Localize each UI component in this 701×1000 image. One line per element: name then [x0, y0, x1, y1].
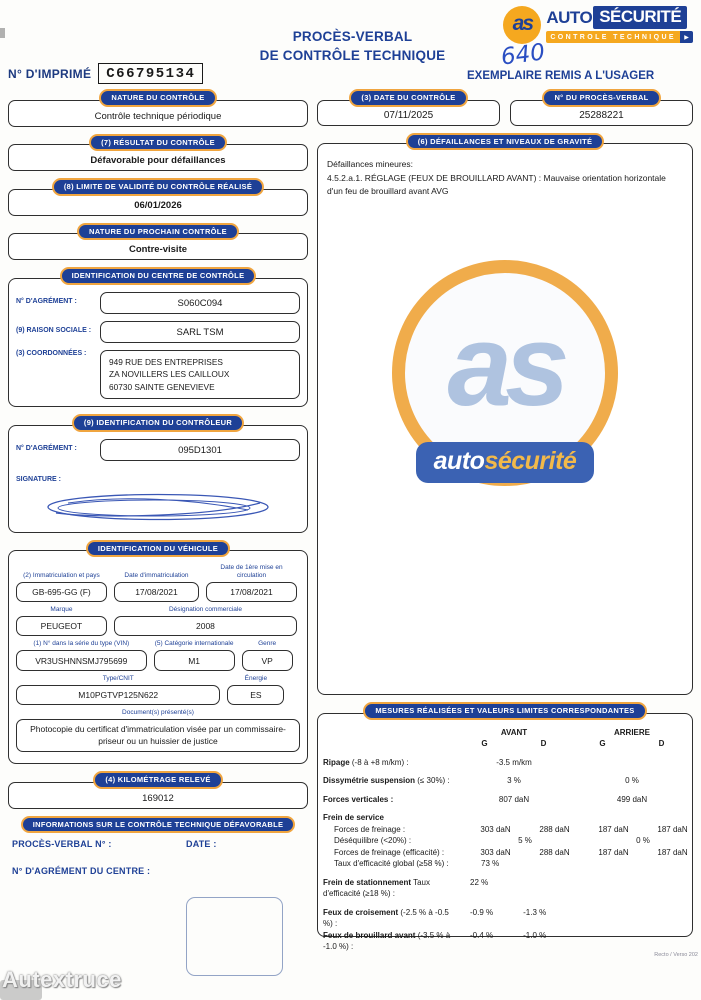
signature-scribble: [40, 489, 276, 525]
col-avant-d-header: D: [540, 739, 547, 748]
genre-value: VP: [242, 650, 293, 671]
section-mesures: [317, 702, 693, 951]
genre-label: Genre: [258, 640, 277, 648]
measure-value: 0 %: [625, 776, 639, 785]
measures-rows: [323, 757, 687, 953]
date-mec-value: 17/08/2021: [206, 582, 297, 603]
vehicule-values-row-2: [16, 616, 300, 637]
scan-artifact: [0, 28, 5, 38]
nature-controle-value: Contrôle technique périodique: [8, 100, 308, 127]
section-defaillances: [317, 133, 693, 696]
logo-tagline: CONTROLE TECHNIQUE: [546, 31, 680, 43]
autosecurite-logo: [461, 6, 693, 44]
defect-list: [327, 172, 683, 198]
section-header-kilometrage: (4) KILOMÉTRAGE RELEVÉ: [93, 771, 222, 789]
logo-text: [546, 6, 693, 43]
measure-value: 288 daN: [539, 847, 570, 857]
centre-raison-value: SARL TSM: [100, 321, 300, 343]
date-mec-label: Date de 1ère mise en circulation: [220, 564, 283, 579]
document-header: [0, 0, 701, 86]
measure-label: Feux de brouillard avant (-3.5 % à -1.0 %) :: [323, 930, 451, 951]
section-header-centre: IDENTIFICATION DU CENTRE DE CONTRÔLE: [60, 267, 257, 285]
measure-label: Frein de service: [323, 813, 384, 822]
measure-value: 288 daN: [539, 824, 570, 834]
kilometrage-value: 169012: [8, 782, 308, 809]
logo-tagline-row: [546, 31, 693, 43]
logo-brand-securite: SÉCURITÉ: [593, 6, 687, 29]
date-immat-label: Date d'immatriculation: [124, 571, 189, 579]
vehicule-values-row-4: [16, 685, 300, 706]
section-vehicule: [8, 540, 308, 765]
handwritten-number: 640: [499, 39, 547, 71]
controleur-agrement-label: N° D'AGRÉMENT :: [16, 445, 77, 453]
measure-value: -3.5 m/km: [496, 757, 532, 767]
stamp-box: [186, 897, 283, 976]
measure-value: 303 daN: [480, 847, 511, 857]
measure-value: -0.9 %: [470, 907, 494, 917]
section-header-mesures: MESURES RÉALISÉES ET VALEURS LIMITES CORRESPONDANTES: [363, 702, 646, 720]
numero-pv-value: 25288221: [510, 100, 693, 126]
measure-value: 0 %: [636, 836, 650, 845]
measure-value: 187 daN: [598, 824, 629, 834]
imprint-area: [8, 6, 244, 86]
measures-head-row: [323, 727, 687, 739]
measure-label: Déséquilibre (<20%) :: [334, 836, 412, 845]
vin-label: (1) N° dans la série du type (VIN): [33, 640, 130, 648]
measure-value: 187 daN: [657, 847, 688, 857]
signature-label: SIGNATURE :: [16, 475, 61, 483]
col-avant-g-header: G: [481, 739, 488, 748]
section-header-nature: NATURE DU CONTRÔLE: [99, 89, 216, 107]
vin-value: VR3USHNNSMJ795699: [16, 650, 147, 671]
title-line-1: PROCÈS-VERBAL: [292, 29, 413, 44]
measure-value: 73 %: [481, 859, 500, 868]
designation-value: 2008: [114, 616, 297, 637]
measure-row: [323, 877, 687, 900]
signature-block: [16, 468, 300, 525]
section-kilometrage: [8, 771, 308, 809]
section-controle-defavorable: [8, 816, 308, 877]
print-reference: Recto / Verso 202: [654, 952, 698, 958]
photo-watermark: Autextruce: [2, 967, 122, 992]
documents-label: Document(s) présenté(s): [122, 709, 194, 717]
measure-value: 499 daN: [616, 794, 648, 804]
section-header-controleur: (9) IDENTIFICATION DU CONTRÔLEUR: [72, 414, 244, 432]
coordonnees-line-2: ZA NOVILLERS LES CAILLOUX: [109, 369, 230, 380]
brand-area: [461, 6, 693, 86]
centre-coordonnees-label: (3) COORDONNÉES :: [16, 349, 87, 357]
measures-subhead-row: [323, 738, 687, 750]
imprint: [8, 63, 203, 84]
section-header-resultat: (7) RÉSULTAT DU CONTRÔLE: [89, 134, 227, 152]
watermark-brand-securite: sécurité: [484, 447, 577, 475]
autosecurite-watermark: [392, 260, 618, 483]
measure-row: [323, 858, 687, 870]
energie-value: ES: [227, 685, 284, 706]
measure-label: Dissymétrie suspension (≤ 30%) :: [323, 776, 450, 785]
centre-coordonnees-row: [16, 350, 300, 400]
left-column: [8, 89, 308, 944]
type-cnit-label: Type/CNIT: [102, 674, 134, 682]
imprint-label: N° D'IMPRIMÉ: [8, 66, 92, 81]
immat-label: (2) Immatriculation et pays: [23, 571, 100, 579]
centre-agrement-value: S060C094: [100, 292, 300, 314]
measure-label: Forces de freinage :: [334, 824, 406, 834]
vehicule-values-row-5: [16, 719, 300, 752]
measure-value: 303 daN: [480, 824, 511, 834]
logo-brand-auto: AUTO: [546, 7, 593, 27]
section-limite-validite: [8, 178, 308, 216]
section-date-controle: [317, 89, 500, 126]
section-numero-pv: [510, 89, 693, 126]
col-arriere-g-header: G: [599, 739, 606, 748]
section-header-defaillances: (6) DÉFAILLANCES ET NIVEAUX DE GRAVITÉ: [406, 133, 605, 151]
controleur-agrement-row: [16, 439, 300, 461]
watermark-brand-auto: auto: [433, 447, 485, 475]
measure-value: 807 daN: [498, 794, 530, 804]
measure-value: 187 daN: [657, 824, 688, 834]
controleur-box: [8, 425, 308, 533]
centre-raison-label: (9) RAISON SOCIALE :: [16, 327, 92, 335]
marque-label: Marque: [50, 606, 73, 614]
pv-numero-label: PROCÈS-VERBAL N° :: [12, 839, 112, 850]
vehicule-labels-row-3: [16, 640, 300, 648]
measure-value: 5 %: [518, 836, 532, 845]
coordonnees-line-3: 60730 SAINTE GENEVIEVE: [109, 382, 215, 393]
section-prochain-controle: [8, 223, 308, 261]
vehicule-box: [8, 550, 308, 764]
categorie-label: (5) Catégorie internationale: [154, 640, 234, 648]
watermark-monogram-text: as: [447, 300, 563, 430]
measure-label: Frein de stationnement Taux d'efficacité (≥18 %) :: [323, 877, 430, 898]
resultat-value: Défavorable pour défaillances: [8, 144, 308, 171]
immat-value: GB-695-GG (F): [16, 582, 107, 603]
measure-row: [323, 930, 687, 953]
measure-value: -1.3 %: [523, 907, 547, 917]
right-column: [317, 89, 693, 951]
measure-row: [323, 775, 687, 787]
date-controle-value: 07/11/2025: [317, 100, 500, 126]
section-nature-controle: [8, 89, 308, 127]
centre-controle-box: [8, 278, 308, 408]
type-cnit-value: M10PGTVP125N622: [16, 685, 220, 706]
vehicule-labels-row-2: [16, 606, 300, 614]
measure-row: [323, 794, 687, 806]
section-header-numero-pv: N° DU PROCÈS-VERBAL: [542, 89, 660, 107]
col-arriere-d-header: D: [658, 739, 665, 748]
section-resultat: [8, 134, 308, 172]
measure-value: 3 %: [507, 776, 521, 785]
imprint-number: C66795134: [98, 63, 203, 84]
mesures-box: [317, 713, 693, 951]
measure-label: Feux de croisement (-2.5 % à -0.5 %) :: [323, 907, 449, 928]
defavorable-body: [8, 826, 308, 876]
section-header-limite: (8) LIMITE DE VALIDITÉ DU CONTRÔLE RÉALISÉ: [52, 178, 264, 196]
section-header-date-controle: (3) DATE DU CONTRÔLE: [349, 89, 467, 107]
document-title: [244, 28, 461, 66]
title-area: [244, 6, 461, 86]
designation-label: Désignation commerciale: [168, 606, 242, 614]
measure-value: 22 %: [470, 877, 489, 887]
section-header-vehicule: IDENTIFICATION DU VÉHICULE: [86, 540, 230, 558]
measure-value: -0.4 %: [470, 930, 494, 940]
marque-value: PEUGEOT: [16, 616, 107, 637]
section-controleur: [8, 414, 308, 533]
measure-row: [323, 757, 687, 769]
documents-value: Photocopie du certificat d'immatriculation visée par un commissaire-priseur ou un huissier de justice: [16, 719, 300, 752]
date-immat-value: 17/08/2021: [114, 582, 199, 603]
defaillances-intro: Défaillances mineures:: [327, 159, 413, 169]
vehicule-labels-row-1: [16, 564, 300, 580]
measure-label: Ripage (-8 à +8 m/km) :: [323, 757, 409, 767]
logo-arrow-icon: ▶: [680, 31, 693, 43]
vehicule-values-row-1: [16, 582, 300, 603]
centre-agrement-label: N° D'AGRÉMENT :: [16, 298, 77, 306]
energie-label: Énergie: [244, 674, 268, 682]
vehicule-labels-row-5: [16, 709, 300, 717]
section-centre-controle: [8, 267, 308, 407]
centre-agrement-row: [16, 292, 300, 314]
limite-validite-value: 06/01/2026: [8, 189, 308, 216]
centre-agrement-blank-label: N° D'AGRÉMENT DU CENTRE :: [12, 866, 151, 877]
prochain-controle-value: Contre-visite: [8, 233, 308, 260]
col-arriere-header: ARRIERE: [613, 727, 650, 737]
copy-label: EXEMPLAIRE REMIS A L'USAGER: [467, 70, 655, 82]
controleur-agrement-value: 095D1301: [100, 439, 300, 461]
section-header-prochain: NATURE DU PROCHAIN CONTRÔLE: [77, 223, 239, 241]
date-label: DATE :: [186, 839, 217, 850]
measure-row: [323, 835, 687, 847]
defaillances-box: [317, 143, 693, 695]
centre-raison-row: [16, 321, 300, 343]
measure-value: 187 daN: [598, 847, 629, 857]
section-header-defavorable: INFORMATIONS SUR LE CONTRÔLE TECHNIQUE DÉFAVORABLE: [21, 816, 296, 834]
defect-item: 4.5.2.a.1. RÉGLAGE (FEUX DE BROUILLARD AVANT) : Mauvaise orientation horizontale d'un feu de brouillard avant AVG: [327, 173, 666, 196]
coordonnees-line-1: 949 RUE DES ENTREPRISES: [109, 356, 223, 367]
measure-value: -1.0 %: [523, 930, 547, 940]
date-pv-row: [317, 89, 693, 133]
categorie-value: M1: [154, 650, 235, 671]
as-monogram-icon: [503, 6, 541, 44]
vehicule-values-row-3: [16, 650, 300, 671]
watermark-banner: [416, 442, 595, 483]
title-line-2: DE CONTRÔLE TECHNIQUE: [259, 47, 446, 63]
vehicule-labels-row-4: [16, 675, 300, 683]
measure-row: [323, 812, 687, 824]
measure-row: [323, 847, 687, 859]
as-monogram-text: as: [512, 11, 533, 35]
measure-row: [323, 824, 687, 836]
col-avant-header: AVANT: [500, 727, 528, 737]
measure-label: Forces de freinage (efficacité) :: [334, 847, 445, 857]
measure-label: Taux d'efficacité global (≥58 %) :: [334, 859, 449, 868]
form-columns: [0, 89, 701, 951]
logo-brand-row: [546, 6, 693, 29]
measure-row: [323, 907, 687, 930]
defavorable-row-1: [12, 839, 304, 849]
centre-coordonnees-value: [100, 350, 300, 400]
measure-label: Forces verticales :: [323, 794, 394, 804]
